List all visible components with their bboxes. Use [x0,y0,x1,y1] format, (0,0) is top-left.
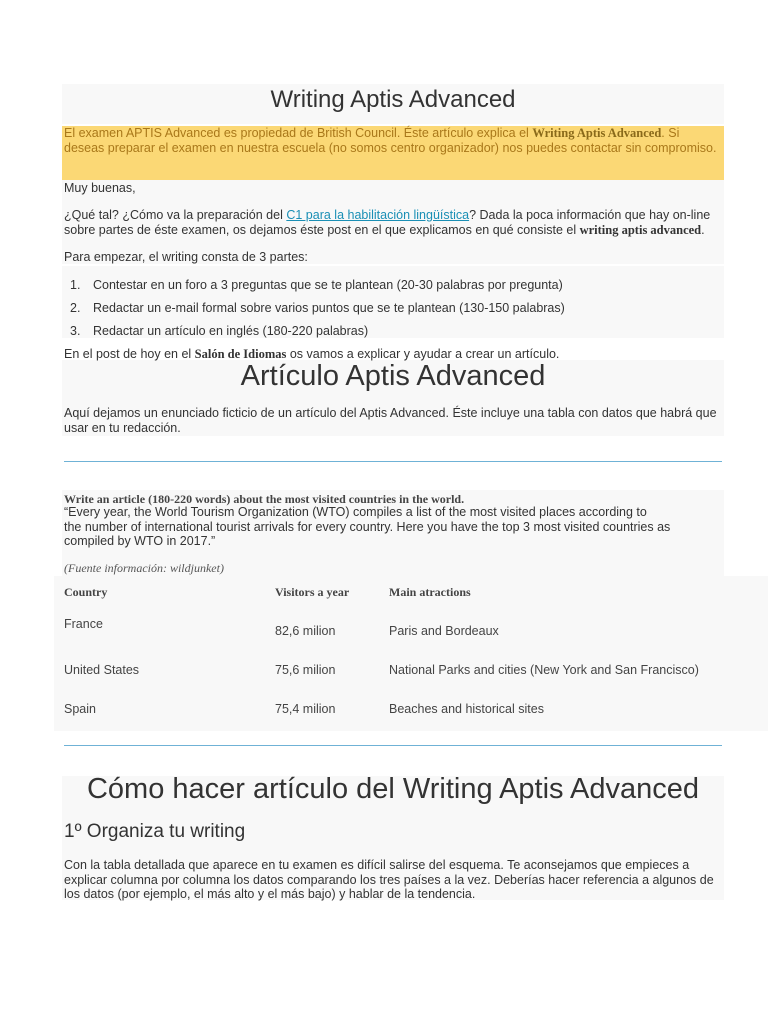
list-number: 3. [70,324,81,338]
intro-bold: Writing Aptis Advanced [532,126,662,140]
list-number: 2. [70,301,81,315]
table-cell-attractions: Beaches and historical sites [389,702,544,716]
para1-before: ¿Qué tal? ¿Cómo va la preparación del [64,208,287,222]
section3-title: Cómo hacer artículo del Writing Aptis Advanced [86,773,699,805]
section2-text: Aquí dejamos un enunciado ficticio de un artículo del Aptis Advanced. Éste incluye una tabla con datos que habrá que usar en tu redacción. [64,406,717,435]
task-quote-2: the number of international tourist arrivals for every country. Here you have the top 3 most visited countries as [64,520,671,534]
table-header-visitors: Visitors a year [275,585,350,599]
intro-text [64,126,720,155]
table-cell-visitors: 75,4 milion [275,702,336,716]
intro-part2: . Si deseas preparar el examen en nuestra escuela (no somos centro organizador) nos puedes contactar sin compromiso. [64,126,717,155]
intro-part1: El examen APTIS Advanced es propiedad de British Council. Éste artículo explica el [64,126,533,140]
list-text: Redactar un e-mail formal sobre varios puntos que se te plantean (130-150 palabras) [93,301,565,315]
para3-after: os vamos a explicar y ayudar a crear un artículo. [286,347,560,361]
para3-before: En el post de hoy en el [64,347,195,361]
divider [64,745,722,746]
table-header-country: Country [64,585,108,599]
table-cell-attractions: Paris and Bordeaux [389,624,499,638]
para1-end: . [701,222,705,237]
table-header-attractions: Main atractions [389,585,471,599]
greeting: Muy buenas, [64,181,136,195]
table-cell-attractions: National Parks and cities (New York and San Francisco) [389,663,699,677]
para1-after: ? Dada la poca información que hay on-line sobre partes de éste examen, os dejamos éste post en el que explicamos en qué consiste el [64,208,711,237]
table-cell-visitors: 75,6 milion [275,663,336,677]
list-text: Contestar en un foro a 3 preguntas que se te plantean (20-30 palabras por pregunta) [93,278,563,292]
page-title: Writing Aptis Advanced [270,86,516,113]
table-cell-country: France [64,617,103,631]
table-cell-visitors: 82,6 milion [275,624,336,638]
task-quote-1: “Every year, the World Tourism Organization (WTO) compiles a list of the most visited places according to [64,505,647,519]
task-heading: Write an article (180-220 words) about the most visited countries in the world. [64,492,465,506]
table-cell-country: Spain [64,702,96,716]
para1-bold: writing aptis advanced [579,222,702,237]
section2-title: Artículo Aptis Advanced [240,360,546,392]
para3-bold: Salón de Idiomas [194,347,287,361]
section3-subtitle: 1º Organiza tu writing [64,821,246,842]
task-source: (Fuente información: wildjunket) [64,561,224,575]
list-text: Redactar un artículo en inglés (180-220 palabras) [93,324,369,338]
paragraph-intro [64,208,718,237]
paragraph-parts: Para empezar, el writing consta de 3 partes: [64,250,308,264]
list-number: 1. [70,278,81,292]
task-quote-3: compiled by WTO in 2017.” [64,534,216,548]
divider [64,461,722,462]
section3-text: Con la tabla detallada que aparece en tu examen es difícil salirse del esquema. Te aconsejamos que empieces a explicar columna por columna los datos comparando los tres países a la vez. Deberías hacer referencia a algunos de los datos (por ejemplo, el más alto y el más bajo) y hablar de la tendencia. [64,858,714,901]
table-cell-country: United States [64,663,140,677]
c1-link[interactable]: C1 para la habilitación lingüística [286,208,470,222]
